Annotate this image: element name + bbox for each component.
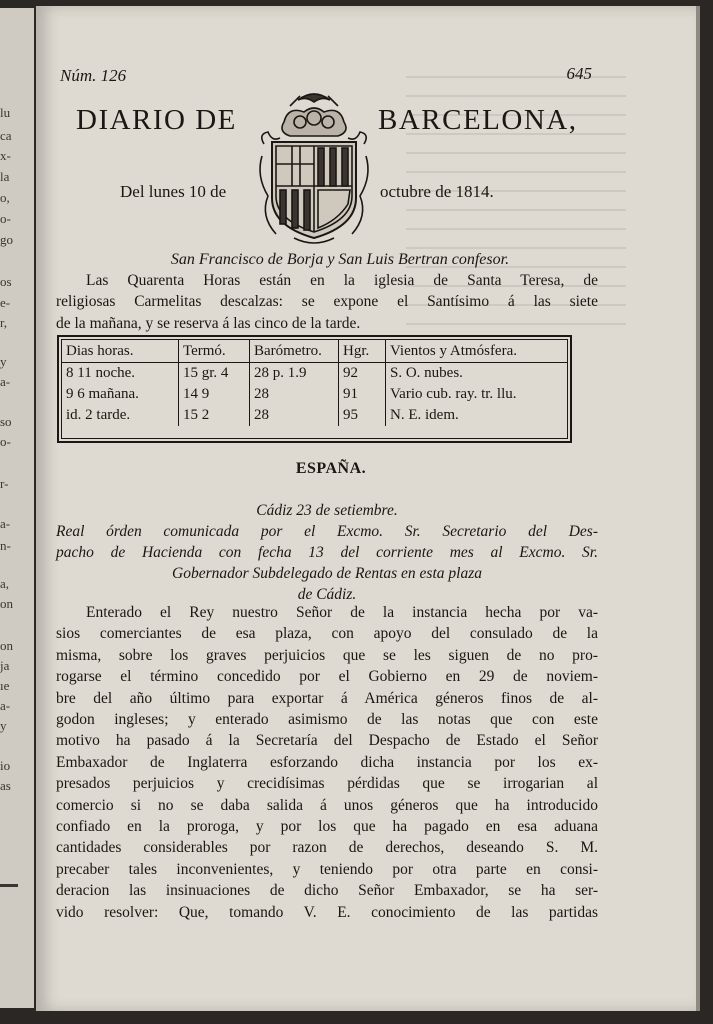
body-line: motivo ha pasado á la Secretaría del Despacho de Estado el Señor <box>56 732 598 750</box>
left-fragment: n- <box>0 538 11 553</box>
left-fragment: on <box>0 596 13 611</box>
left-fragment: io <box>0 758 11 773</box>
order-title-line: Real órden comunicada por el Excmo. Sr. Secretario del Des- <box>56 523 598 540</box>
weather-header: Termó. <box>179 340 250 363</box>
issue-date-left: Del lunes 10 de <box>120 182 227 201</box>
rule-mark <box>0 884 18 887</box>
weather-row <box>62 405 567 426</box>
body-line: Enterado el Rey nuestro Señor de la instancia hecha por va- <box>86 604 598 621</box>
body-line: sios comerciantes de esa plaza, con apoyo del consulado de la <box>56 625 598 643</box>
text-line: de la mañana, y se reserva á las cinco de la tarde. <box>56 314 361 332</box>
left-fragment: ca <box>0 128 12 143</box>
weather-cell: Vario cub. ray. tr. llu. <box>390 386 517 402</box>
left-fragment: os <box>0 274 12 289</box>
text-line: Las Quarenta Horas están en la iglesia de Santa Teresa, de <box>86 272 598 289</box>
weather-table <box>57 335 572 443</box>
left-fragment: so <box>0 414 12 429</box>
body-line: misma, sobre los graves perjuicios que se les siguen de no pro- <box>56 646 598 664</box>
page-edge <box>696 6 700 1011</box>
left-fragment: r, <box>0 315 8 330</box>
body-line: precaber tales inconvenientes, y teniendo por otra parte en consi- <box>56 860 598 878</box>
weather-cell: 91 <box>339 384 386 405</box>
left-fragment: a- <box>0 374 11 389</box>
order-title <box>56 521 598 605</box>
coat-of-arms-icon <box>254 86 374 248</box>
left-fragment: go <box>0 232 13 247</box>
saints-of-the-day: San Francisco de Borja y San Luis Bertran confesor. <box>170 251 510 268</box>
weather-cell: 92 <box>339 363 386 385</box>
body-line: Embaxador de Inglaterra esforzando dicha instancia por los ex- <box>56 753 598 771</box>
left-fragment: r- <box>0 476 9 491</box>
section-heading: ESPAÑA. <box>295 460 367 477</box>
left-fragment: o, <box>0 190 10 205</box>
masthead-title-right: BARCELONA, <box>378 104 578 136</box>
newspaper-page <box>36 6 696 1011</box>
weather-cell: 14 9 <box>179 384 250 405</box>
left-fragment: on <box>0 638 13 653</box>
weather-cell: N. E. idem. <box>390 407 459 423</box>
text-line: religiosas Carmelitas descalzas: se expone el Santísimo á las siete <box>56 293 598 311</box>
order-title-line: pacho de Hacienda con fecha 13 del corriente mes al Excmo. Sr. <box>56 544 598 561</box>
weather-cell: 28 <box>250 384 339 405</box>
body-line: presados perjuicios y crecidísimas pérdidas que se irrogarian al <box>56 775 598 793</box>
weather-header: Barómetro. <box>250 340 339 363</box>
left-fragment: o- <box>0 434 11 449</box>
left-fragment: ja <box>0 658 10 673</box>
weather-header: Dias horas. <box>62 340 179 363</box>
weather-cell: 28 p. 1.9 <box>250 363 339 385</box>
weather-cell: 95 <box>339 405 386 426</box>
body-line: deracion las insinuaciones de dicho Señor Embaxador, se ha ser- <box>56 882 598 900</box>
weather-header: Hgr. <box>339 340 386 363</box>
weather-cell: 8 11 noche. <box>62 363 179 385</box>
weather-cell: id. 2 tarde. <box>62 405 179 426</box>
left-fragment: e- <box>0 295 11 310</box>
left-fragment: lu <box>0 105 11 120</box>
body-line: rogarse el término concedido por el Gobierno en 29 de noviem- <box>56 668 598 686</box>
weather-cell: 15 gr. 4 <box>179 363 250 385</box>
order-title-line: Gobernador Subdelegado de Rentas en esta plaza <box>172 565 482 582</box>
body-line: bre del año último para exportar á América géneros finos de al- <box>56 689 598 707</box>
weather-row <box>62 384 567 405</box>
previous-page-edge <box>0 8 34 1008</box>
issue-date-right: octubre de 1814. <box>380 182 494 201</box>
dateline-text: Cádiz 23 de setiembre. <box>256 502 398 519</box>
weather-header: Vientos y Atmósfera. <box>386 340 568 363</box>
left-fragment: y <box>0 354 7 369</box>
body-line: godon ingleses; y enterado asimismo de las notas que con este <box>56 711 598 729</box>
left-fragment: x- <box>0 148 11 163</box>
forty-hours-notice <box>56 270 598 334</box>
weather-row <box>62 363 567 385</box>
left-fragment: y <box>0 718 7 733</box>
left-fragment: ıe <box>0 678 10 693</box>
body-line: confiado en la proroga, y por los que ha pagado en esa aduana <box>56 818 598 836</box>
weather-cell: 15 2 <box>179 405 250 426</box>
left-fragment: la <box>0 169 10 184</box>
masthead-title-left: DIARIO DE <box>76 104 237 136</box>
body-line: comercio si no se daba salida á unos géneros que ha introducido <box>56 796 598 814</box>
page-number: 645 <box>566 64 592 83</box>
dateline <box>56 500 598 521</box>
left-fragment: o- <box>0 211 11 226</box>
left-fragment: a- <box>0 516 11 531</box>
order-title-line: de Cádiz. <box>297 586 357 603</box>
body-line: cantidades considerables por razon de derechos, deseando S. M. <box>56 839 598 857</box>
left-fragment: a- <box>0 698 11 713</box>
weather-cell: 28 <box>250 405 339 426</box>
left-fragment: a, <box>0 576 10 591</box>
article-body <box>56 602 598 923</box>
body-line: vido resolver: Que, tomando V. E. conocimiento de las partidas <box>56 903 598 921</box>
left-fragment: as <box>0 778 11 793</box>
weather-cell: 9 6 mañana. <box>62 384 179 405</box>
weather-cell: S. O. nubes. <box>390 365 463 381</box>
issue-number: Núm. 126 <box>60 66 127 85</box>
